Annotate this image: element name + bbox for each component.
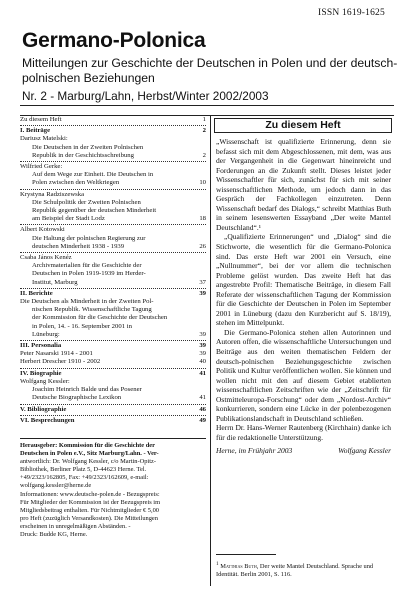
toc-page-number: 40 [199, 358, 206, 366]
impressum-line: antwortlich: Dr. Wolfgang Kessler, c/o Martin-Opitz- [20, 458, 156, 466]
toc-page-number: 41 [199, 369, 206, 377]
impressum-line: pro Heft (zuzüglich Versandkosten). Die Mitteilungen [20, 514, 158, 522]
footnote [216, 560, 391, 579]
toc-section-besprechungen[interactable] [20, 417, 206, 425]
toc-article-title: Polen zwischen den Weltkriegen [32, 179, 120, 187]
column-divider [210, 116, 211, 586]
toc-article-title[interactable]: Deutschen in Polen 1919-1939 im Herder- [32, 270, 146, 278]
toc-section-biographie[interactable] [20, 370, 206, 378]
toc-article-title[interactable]: Die Haltung der polnischen Regierung zur [32, 234, 146, 242]
toc-divider [20, 125, 206, 126]
toc-entry-nasarski[interactable] [20, 350, 206, 358]
editorial-paragraph: „Qualifizierte Erinnerungen“ und „Dialog“ sind die Stichworte, die wesentlich für die Germano-Polonica sind. Das erste Heft war 2001 ein Versuch, eine „Nullnummer“, bei der vor allem die technischen Probleme gelöst wurden. Das zweite Heft hat das angestrebte Profil: Thematische Beiträge, in diesem Fall Referate der wissenschaftlichen Tagung der Kommission für die Geschichte der Deutschen in Polen im September 2001 in Lüneburg (dazu den Kurzbericht auf S. 18/19), stehen im Mittelpunkt. [216, 232, 391, 328]
toc-section-personalia[interactable] [20, 342, 206, 350]
toc-article-title[interactable]: Auf dem Wege zur Einheit. Die Deutschen in [32, 171, 154, 179]
toc-section-label: V. Bibliographie [20, 405, 67, 413]
toc-article-row[interactable] [20, 279, 206, 287]
toc-entry-drescher[interactable] [20, 358, 206, 366]
toc-article-row[interactable] [20, 394, 206, 402]
impressum-line: Informationen: www.deutsche-polen.de - Bezugspreis: [20, 490, 160, 498]
editorial-paragraph: „Wissenschaft ist qualifizierte Erinnerung, denn sie befasst sich mit dem Abgeschlossenen, mit dem, was aus der Vergangenheit in die Gegenwart hineinreicht und Forderungen an die Zukunft stellt. Dieses leistet jeder Wissenschaftler für sich, zunächst für sich mit seiner wissenschaftlichen Methode, um jedoch dann in das Gespräch der Fachkollegen einzutreten. Denn Wissenschaft bedarf des Dialogs,“ schreibt Matthias Buth in seinem lesenswerten Essayband „Der weite Mantel Deutschland“.¹ [216, 137, 391, 232]
editorial-paragraph: Die Germano-Polonica stehen allen Autorinnen und Autoren offen, die wissenschaftliche Untersuchungen und Beiträge aus den weiten thematischen Feldern der deutsch-polnischen Beziehungsgeschichte zwischen Politik und Kultur veröffentlichen wollen. Sie können und wollen nicht mit den auf diesem Gebiet etablierten wissenschaftlichen Zeitschriften wie der „Zeitschrift für Ostmitteleuropa-Forschung“ oder dem „Nordost-Archiv“ konkurrieren, sondern eine Lücke in der polenbezogenen Publikationslandschaft in Deutschland schließen. [216, 327, 391, 423]
footnote-rule [216, 554, 276, 555]
toc-entry-label: Peter Nasarski 1914 - 2001 [20, 350, 93, 358]
toc-section-label: I. Beiträge [20, 127, 51, 135]
issue-line: Nr. 2 - Marburg/Lahn, Herbst/Winter 2002/2003 [22, 89, 269, 103]
issn-number: ISSN 1619-1625 [318, 8, 385, 18]
impressum-line: Deutschen in Polen e.V., Sitz Marburg/Lahn. - Ver- [20, 450, 159, 458]
toc-divider [20, 288, 206, 289]
editorial-paragraph: Herrn Dr. Hans-Werner Rautenberg (Kirchhain) danke ich für die redaktionelle Unterstützung. [216, 423, 391, 442]
journal-subtitle: Mitteilungen zur Geschichte der Deutschen in Polen und der deutsch-polnischen Beziehungen [22, 56, 398, 85]
toc-page-number: 49 [199, 416, 206, 424]
signature-author: Wolfgang Kessler [338, 445, 391, 455]
toc-article-title[interactable]: Joachim Heinrich Balde und das Posener [32, 386, 142, 394]
toc-entry-label: Zu diesem Heft [20, 116, 62, 123]
footnote-text: , Der weite Mantel Deutschland. Sprache und Identität. Berlin 2001, S. 116. [216, 563, 374, 579]
toc-article-title[interactable]: Die Deutschen in der Zweiten Polnischen [32, 143, 144, 151]
toc-divider [20, 252, 206, 253]
editorial-signature [216, 446, 391, 456]
toc-page-number: 39 [199, 350, 206, 358]
toc-article-title[interactable]: Die Schulpolitik der Zweiten Polnischen [32, 198, 141, 206]
toc-page-number: 46 [199, 405, 206, 413]
journal-title: Germano-Polonica [22, 29, 206, 52]
toc-page-number: 26 [199, 242, 206, 250]
footnote-number: 1 [216, 561, 219, 567]
toc-section-berichte[interactable] [20, 290, 206, 298]
toc-section-label: IV. Biographie [20, 369, 62, 377]
toc-page-number: 2 [202, 151, 206, 159]
toc-author: Wolfgang Kessler: [20, 377, 70, 385]
toc-article-title[interactable]: nischen Republik. Wissenschaftliche Tagung [32, 306, 152, 314]
impressum-line: +49/2323/162805, Fax: +49/2323/162609, e-mail: [20, 474, 149, 482]
toc-entry-intro[interactable] [20, 116, 206, 124]
toc-article-title[interactable]: Die Deutschen als Minderheit in der Zweiten Pol- [20, 298, 154, 306]
impressum [20, 438, 206, 539]
toc-article-row[interactable] [20, 152, 206, 160]
toc-divider [20, 368, 206, 369]
editorial-text [216, 137, 391, 455]
toc-page-number: 1 [202, 116, 206, 123]
toc-page-number: 39 [199, 342, 206, 350]
impressum-line: erscheinen in unregelmäßigen Abständen. - [20, 522, 131, 530]
impressum-line: Mitgliedsbeitrag enthalten. Für Nichtmitglieder € 5,00 [20, 506, 159, 514]
toc-article-title: Republik in der Geschichtsschreibung [32, 151, 134, 159]
toc-page-number: 10 [199, 179, 206, 187]
toc-article-title: deutschen Minderheit 1938 - 1939 [32, 242, 125, 250]
toc-section-label: II. Berichte [20, 289, 53, 297]
toc-article-title: Lüneburg: [32, 330, 60, 338]
impressum-line: Bibliothek, Berliner Platz 5, D-44623 Herne. Tel. [20, 466, 147, 474]
header-rule [20, 105, 394, 106]
toc-divider [20, 340, 206, 341]
toc-section-bibliographie[interactable] [20, 406, 206, 414]
toc-article-title[interactable]: der Kommission für die Geschichte der Deutschen [32, 314, 168, 322]
editorial-heading: Zu diesem Heft [265, 119, 341, 131]
toc-entry-label: Herbert Drescher 1910 - 2002 [20, 358, 101, 366]
toc-author: Krystyna Radziszewska [20, 190, 85, 198]
toc-article-title[interactable]: in Polen, 14. - 16. September 2001 in [32, 322, 132, 330]
toc-divider [20, 161, 206, 162]
toc-section-beitraege[interactable] [20, 127, 206, 135]
impressum-line: Für Mitglieder der Kommission ist der Bezugspreis im [20, 498, 161, 506]
toc-article-row[interactable] [20, 179, 206, 187]
signature-place-date: Herne, im Frühjahr 2003 [216, 445, 293, 455]
impressum-line: Herausgeber: Kommission für die Geschichte der [20, 442, 155, 449]
impressum-email-link[interactable]: wolfgang.kessler@herne.de [20, 482, 92, 490]
toc-page-number: 37 [199, 278, 206, 286]
toc-divider [20, 415, 206, 416]
toc-page-number: 2 [202, 127, 206, 135]
toc-page-number: 18 [199, 215, 206, 223]
toc-article-title: Institut, Marburg [32, 278, 78, 286]
toc-page-number: 39 [199, 330, 206, 338]
toc-divider [20, 404, 206, 405]
toc-article-title: am Beispiel der Stadt Lodz [32, 215, 105, 223]
toc-article-title[interactable]: Republik gegenüber der deutschen Minderheit [32, 207, 157, 215]
toc-divider [20, 224, 206, 225]
toc-section-label: III. Personalia [20, 342, 62, 350]
footnote-author: Matthias Buth [220, 563, 257, 571]
toc-article-title: Deutsche Biographische Lexikon [32, 394, 122, 402]
toc-article-row[interactable] [20, 215, 206, 223]
toc-author: Wilfried Gerke: [20, 163, 63, 171]
toc-article-title[interactable]: Archivmaterialien für die Geschichte der [32, 262, 142, 270]
impressum-line: Druck: Budde KG, Herne. [20, 531, 88, 539]
toc-article-row[interactable] [20, 331, 206, 339]
toc-author: Albert Kotowski [20, 226, 65, 234]
toc-author: Csaba János Kenéz [20, 254, 72, 262]
toc-section-label: VI. Besprechungen [20, 416, 75, 424]
toc-page-number: 41 [199, 394, 206, 402]
table-of-contents [20, 116, 206, 425]
toc-author: Dariusz Matelski: [20, 135, 68, 143]
toc-divider [20, 189, 206, 190]
toc-page-number: 39 [199, 289, 206, 297]
toc-article-row[interactable] [20, 243, 206, 251]
